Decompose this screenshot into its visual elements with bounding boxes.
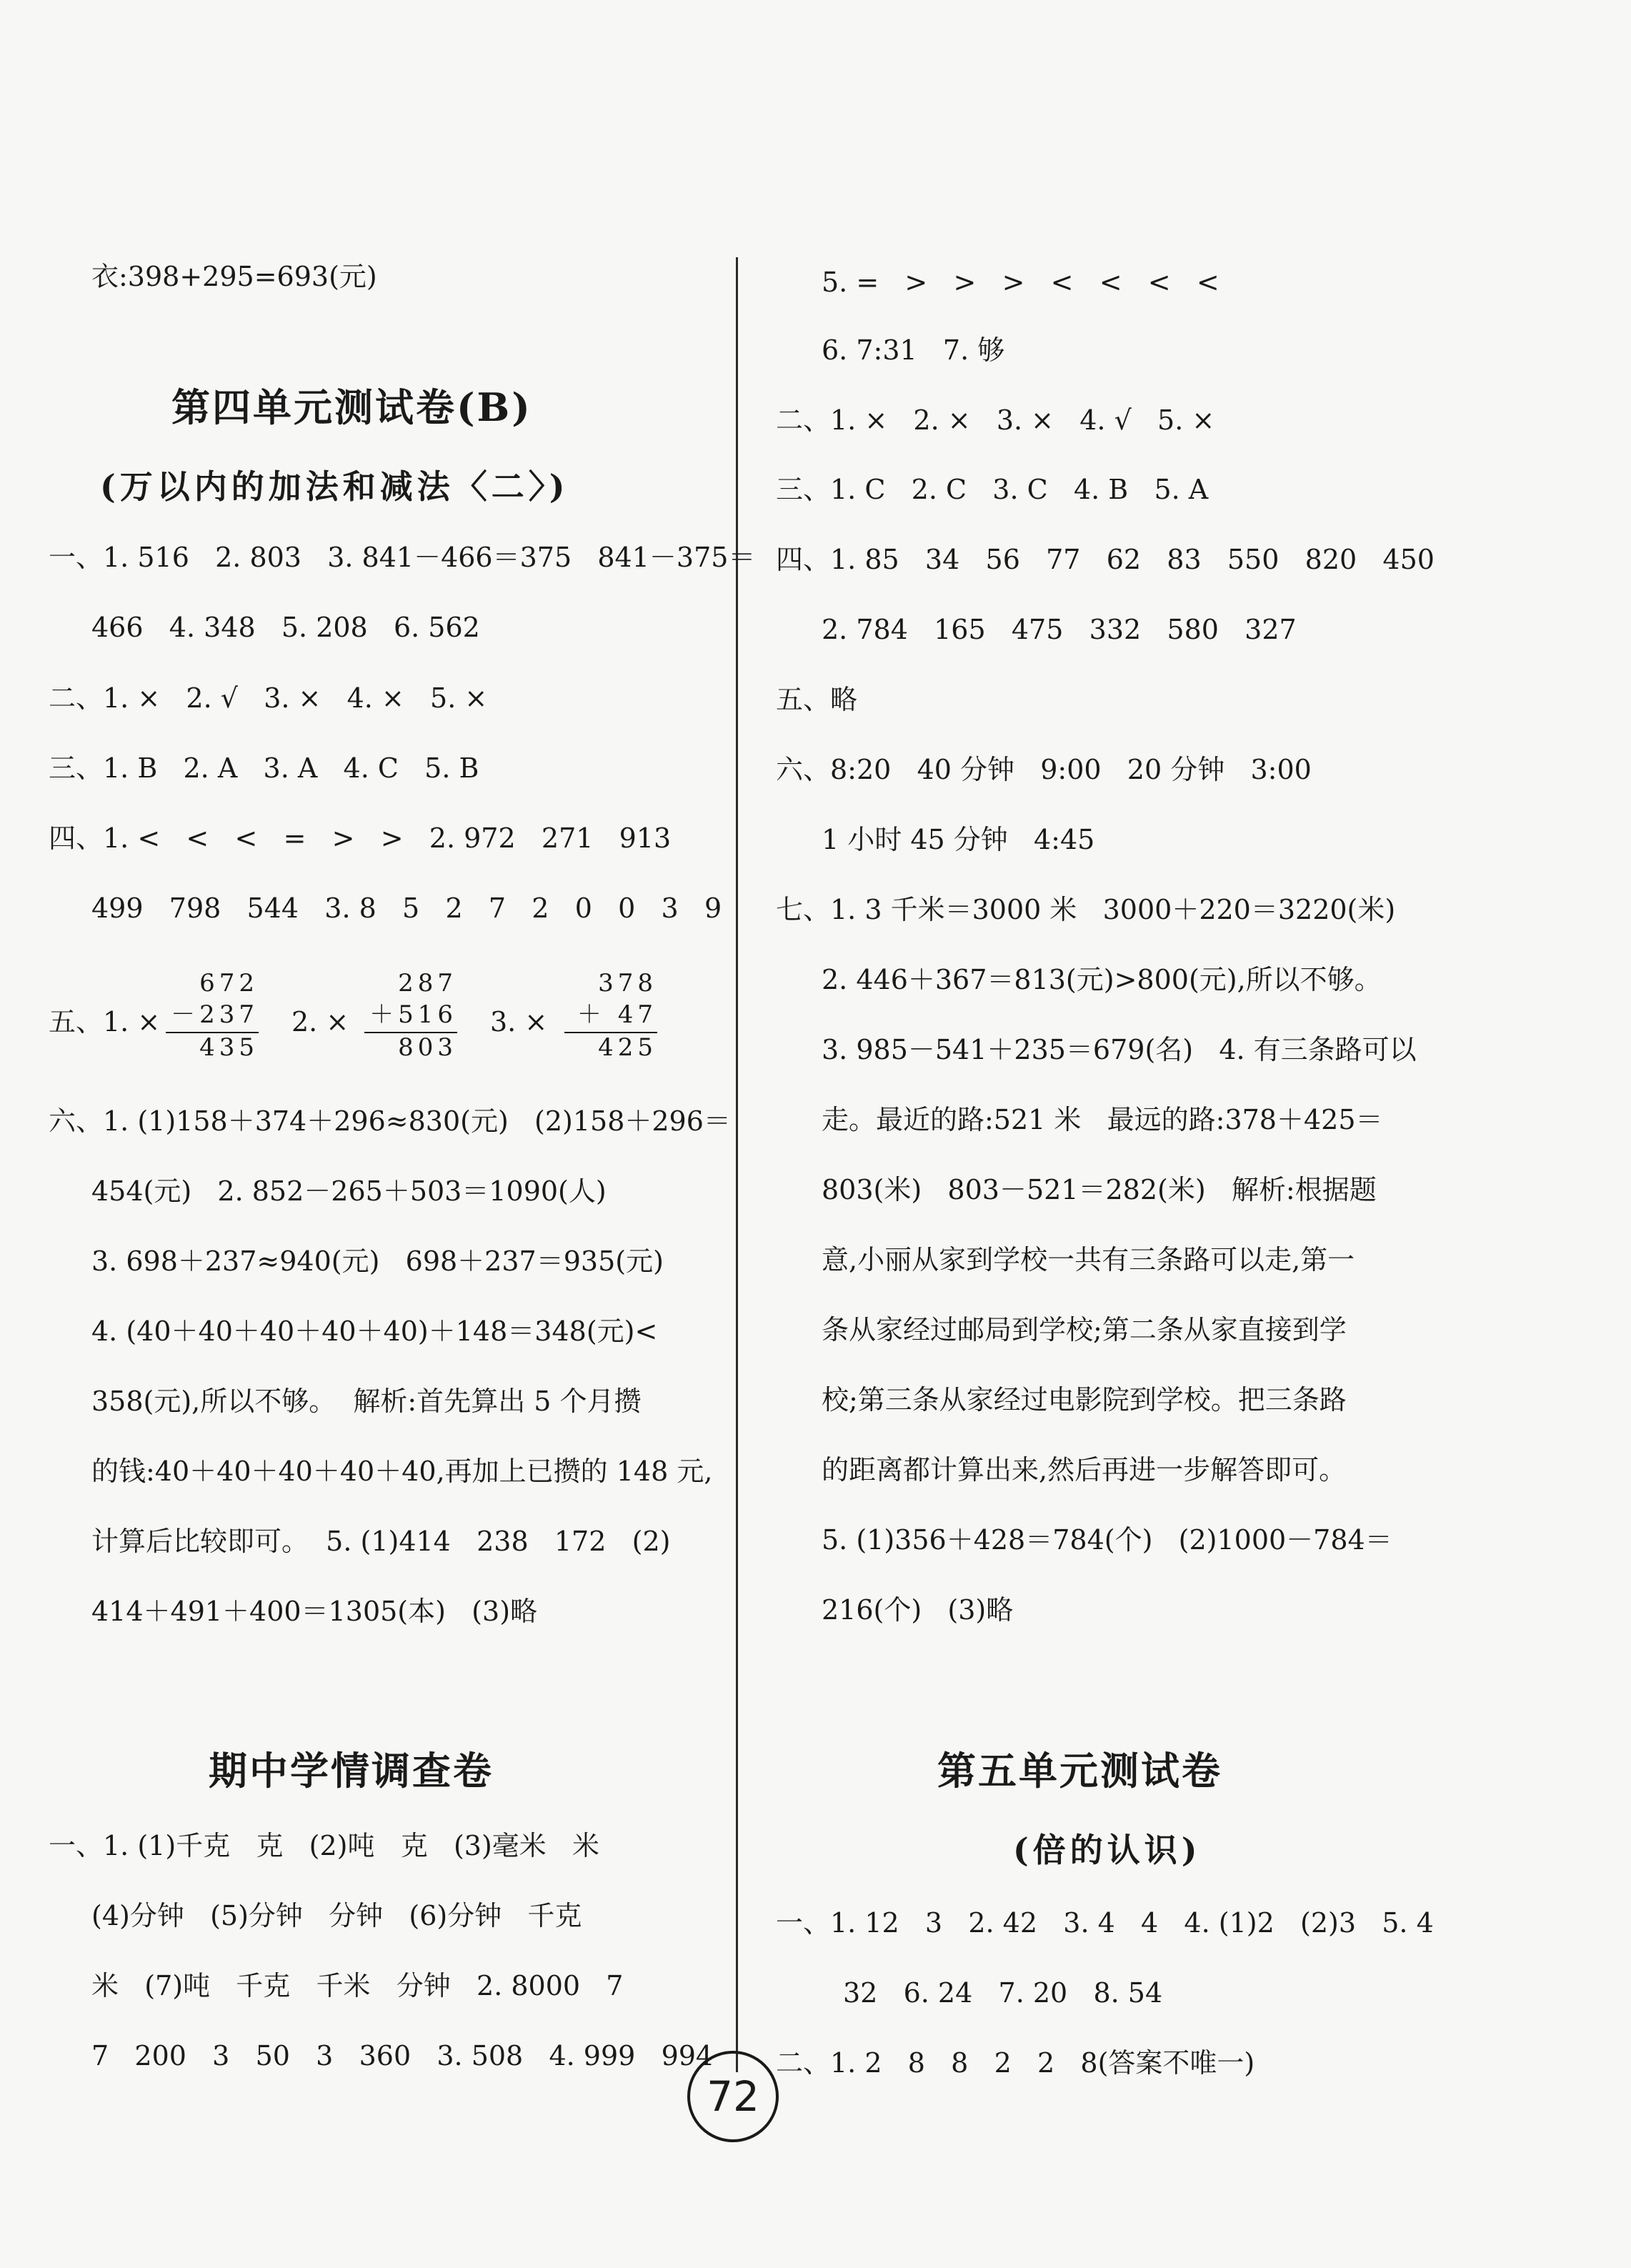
vc2-top: 287 (398, 969, 457, 998)
vc1-mid: －237 (171, 1000, 259, 1029)
vc3-top: 378 (598, 969, 657, 998)
right-line-19: 5. (1)356＋428＝784(个) (2)1000－784＝ (822, 1524, 1392, 1556)
q5-label-2: 2. × (291, 1006, 349, 1038)
unit4b-line-6: 499 798 544 3. 8 5 2 7 2 0 0 3 9 (91, 892, 722, 924)
right-line-20: 216(个) (3)略 (822, 1594, 1014, 1626)
midterm-line-1: 一、1. (1)千克 克 (2)吨 克 (3)毫米 米 (49, 1830, 600, 1861)
right-line-6: 2. 784 165 475 332 580 327 (822, 614, 1297, 645)
top-answer-line: 衣:398+295=693(元) (91, 261, 377, 292)
right-line-11: 2. 446＋367＝813(元)>800(元),所以不够。 (822, 964, 1382, 995)
unit4b-subtitle: (万以内的加法和减法〈二〉) (100, 467, 569, 506)
unit4b-line-2: 466 4. 348 5. 208 6. 562 (91, 612, 480, 643)
right-line-7: 五、略 (776, 684, 858, 715)
unit4b-line-9: 3. 698＋237≈940(元) 698＋237＝935(元) (91, 1245, 664, 1277)
unit4b-line-11: 358(元),所以不够。 解析:首先算出 5 个月攒 (91, 1386, 642, 1417)
right-line-14: 803(米) 803－521＝282(米) 解析:根据题 (822, 1174, 1377, 1205)
right-line-1: 5. = > > > < < < < (822, 267, 1219, 298)
unit5-title: 第五单元测试卷 (937, 1748, 1222, 1794)
vc3-mid: ＋ 47 (577, 1000, 657, 1029)
right-line-4: 三、1. C 2. C 3. C 4. B 5. A (776, 474, 1209, 505)
midterm-line-3: 米 (7)吨 千克 千米 分钟 2. 8000 7 (91, 1970, 624, 2001)
right-line-15: 意,小丽从家到学校一共有三条路可以走,第一 (822, 1244, 1355, 1275)
right-line-9: 1 小时 45 分钟 4:45 (822, 824, 1095, 855)
q5-label-1: 五、1. × (49, 1006, 161, 1038)
unit5-line-2: 32 6. 24 7. 20 8. 54 (843, 1977, 1163, 2009)
right-line-13: 走。最近的路:521 米 最远的路:378＋425＝ (822, 1104, 1383, 1135)
unit5-line-3: 二、1. 2 8 8 2 2 8(答案不唯一) (776, 2047, 1255, 2079)
q5-label-3: 3. × (490, 1006, 548, 1038)
unit5-line-1: 一、1. 12 3 2. 42 3. 4 4 4. (1)2 (2)3 5. 4 (776, 1907, 1434, 1939)
right-line-10: 七、1. 3 千米＝3000 米 3000＋220＝3220(米) (776, 894, 1396, 925)
midterm-title: 期中学情调查卷 (209, 1748, 494, 1794)
unit4b-line-1: 一、1. 516 2. 803 3. 841－466＝375 841－375＝ (49, 542, 756, 573)
page-number: 72 (687, 2051, 779, 2142)
unit4b-line-7: 六、1. (1)158＋374＋296≈830(元) (2)158＋296＝ (49, 1105, 731, 1137)
column-divider (736, 257, 738, 2072)
vc1-result: 435 (199, 1033, 259, 1062)
unit4b-line-12: 的钱:40＋40＋40＋40＋40,再加上已攒的 148 元, (91, 1456, 713, 1487)
vc2-result: 803 (398, 1033, 457, 1062)
right-line-16: 条从家经过邮局到学校;第二条从家直接到学 (822, 1314, 1347, 1346)
unit4b-line-14: 414＋491＋400＝1305(本) (3)略 (91, 1596, 538, 1627)
vc1-top: 672 (199, 969, 259, 998)
right-line-12: 3. 985－541＋235＝679(名) 4. 有三条路可以 (822, 1034, 1417, 1065)
unit4b-title: 第四单元测试卷(B) (171, 384, 532, 430)
unit4b-line-4: 三、1. B 2. A 3. A 4. C 5. B (49, 752, 479, 784)
unit4b-line-5: 四、1. < < < = > > 2. 972 271 913 (49, 822, 672, 854)
midterm-line-2: (4)分钟 (5)分钟 分钟 (6)分钟 千克 (91, 1900, 582, 1931)
right-line-2: 6. 7:31 7. 够 (822, 334, 1005, 366)
right-line-8: 六、8:20 40 分钟 9:00 20 分钟 3:00 (776, 754, 1312, 785)
right-line-5: 四、1. 85 34 56 77 62 83 550 820 450 (776, 544, 1435, 575)
vc2-mid: ＋516 (369, 1000, 457, 1029)
unit4b-line-10: 4. (40＋40＋40＋40＋40)＋148＝348(元)< (91, 1315, 658, 1347)
unit4b-line-3: 二、1. × 2. √ 3. × 4. × 5. × (49, 682, 488, 714)
unit4b-line-13: 计算后比较即可。 5. (1)414 238 172 (2) (91, 1526, 671, 1557)
midterm-line-4: 7 200 3 50 3 360 3. 508 4. 999 994 (91, 2040, 714, 2071)
right-line-18: 的距离都计算出来,然后再进一步解答即可。 (822, 1454, 1347, 1486)
unit5-subtitle: (倍的认识) (1013, 1831, 1202, 1869)
right-line-3: 二、1. × 2. × 3. × 4. √ 5. × (776, 404, 1215, 436)
vc3-result: 425 (598, 1033, 657, 1062)
unit4b-line-8: 454(元) 2. 852－265＋503＝1090(人) (91, 1175, 607, 1207)
right-line-17: 校;第三条从家经过电影院到学校。把三条路 (822, 1384, 1347, 1416)
